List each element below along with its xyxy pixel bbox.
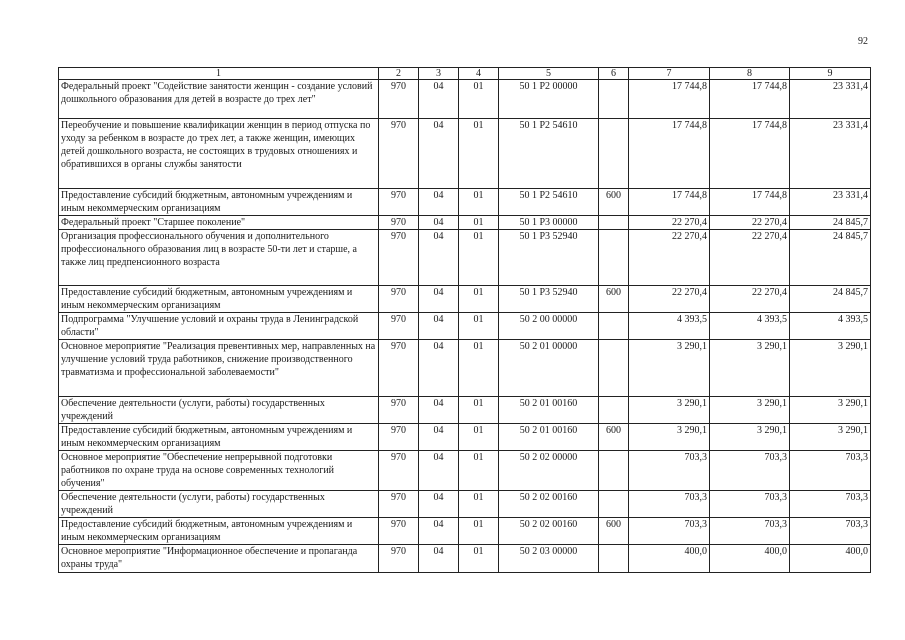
row-section-cell: 04	[419, 230, 459, 286]
row-amount-2-cell: 17 744,8	[710, 119, 790, 189]
row-amount-3-cell: 703,3	[790, 491, 871, 518]
row-grbs-cell: 970	[379, 545, 419, 573]
row-section-cell: 04	[419, 518, 459, 545]
row-amount-2-cell: 17 744,8	[710, 189, 790, 216]
row-grbs-cell: 970	[379, 80, 419, 119]
row-grbs-cell: 970	[379, 216, 419, 230]
row-expense-type-cell	[599, 119, 629, 189]
row-amount-2-cell: 17 744,8	[710, 80, 790, 119]
row-section-cell: 04	[419, 545, 459, 573]
row-amount-3-cell: 400,0	[790, 545, 871, 573]
row-target-article-cell: 50 1 P2 54610	[499, 189, 599, 216]
row-amount-2-cell: 703,3	[710, 451, 790, 491]
table-row	[59, 424, 871, 451]
row-target-article-cell: 50 2 02 00160	[499, 491, 599, 518]
row-name-cell: Основное мероприятие "Информационное обеспечение и пропаганда охраны труда"	[59, 545, 379, 573]
row-expense-type-cell: 600	[599, 189, 629, 216]
table-row	[59, 340, 871, 397]
row-section-cell: 04	[419, 189, 459, 216]
row-amount-2-cell: 22 270,4	[710, 216, 790, 230]
row-grbs-cell: 970	[379, 397, 419, 424]
row-amount-2-cell: 400,0	[710, 545, 790, 573]
row-subsection-cell: 01	[459, 397, 499, 424]
row-grbs-cell: 970	[379, 286, 419, 313]
row-subsection-cell: 01	[459, 340, 499, 397]
row-amount-2-cell: 703,3	[710, 491, 790, 518]
table-row	[59, 80, 871, 119]
row-amount-2-cell: 22 270,4	[710, 286, 790, 313]
table-row	[59, 230, 871, 286]
row-name-cell: Федеральный проект "Содействие занятости женщин - создание условий дошкольного образования для детей в возрасте до трех лет"	[59, 80, 379, 119]
column-header: 2	[379, 68, 419, 80]
row-name-cell: Подпрограмма "Улучшение условий и охраны труда в Ленинградской области"	[59, 313, 379, 340]
row-amount-3-cell: 23 331,4	[790, 119, 871, 189]
row-name-cell: Предоставление субсидий бюджетным, автономным учреждениям и иным некоммерческим организациям	[59, 518, 379, 545]
row-name-cell: Предоставление субсидий бюджетным, автономным учреждениям и иным некоммерческим организациям	[59, 424, 379, 451]
row-amount-2-cell: 22 270,4	[710, 230, 790, 286]
row-grbs-cell: 970	[379, 518, 419, 545]
row-section-cell: 04	[419, 340, 459, 397]
row-amount-1-cell: 3 290,1	[629, 397, 710, 424]
row-amount-1-cell: 703,3	[629, 451, 710, 491]
row-target-article-cell: 50 2 01 00160	[499, 424, 599, 451]
row-target-article-cell: 50 1 P2 00000	[499, 80, 599, 119]
table-row	[59, 397, 871, 424]
row-section-cell: 04	[419, 216, 459, 230]
row-amount-3-cell: 24 845,7	[790, 216, 871, 230]
row-expense-type-cell: 600	[599, 518, 629, 545]
row-amount-1-cell: 22 270,4	[629, 216, 710, 230]
row-name-cell: Основное мероприятие "Обеспечение непрерывной подготовки работников по охране труда на основе современных технологий обучения"	[59, 451, 379, 491]
row-grbs-cell: 970	[379, 230, 419, 286]
row-target-article-cell: 50 2 02 00000	[499, 451, 599, 491]
row-amount-3-cell: 23 331,4	[790, 80, 871, 119]
row-section-cell: 04	[419, 491, 459, 518]
row-amount-3-cell: 3 290,1	[790, 340, 871, 397]
table-row	[59, 313, 871, 340]
row-subsection-cell: 01	[459, 189, 499, 216]
table-row	[59, 451, 871, 491]
page-number: 92	[858, 36, 868, 47]
row-grbs-cell: 970	[379, 491, 419, 518]
row-subsection-cell: 01	[459, 424, 499, 451]
row-target-article-cell: 50 2 03 00000	[499, 545, 599, 573]
row-target-article-cell: 50 2 01 00000	[499, 340, 599, 397]
row-subsection-cell: 01	[459, 230, 499, 286]
row-grbs-cell: 970	[379, 119, 419, 189]
row-amount-3-cell: 3 290,1	[790, 397, 871, 424]
column-header: 5	[499, 68, 599, 80]
row-target-article-cell: 50 2 00 00000	[499, 313, 599, 340]
row-grbs-cell: 970	[379, 424, 419, 451]
row-subsection-cell: 01	[459, 518, 499, 545]
table-row	[59, 545, 871, 573]
row-expense-type-cell	[599, 230, 629, 286]
row-section-cell: 04	[419, 80, 459, 119]
row-section-cell: 04	[419, 397, 459, 424]
row-subsection-cell: 01	[459, 451, 499, 491]
row-subsection-cell: 01	[459, 313, 499, 340]
column-header: 4	[459, 68, 499, 80]
row-amount-3-cell: 24 845,7	[790, 286, 871, 313]
row-subsection-cell: 01	[459, 119, 499, 189]
row-amount-1-cell: 22 270,4	[629, 230, 710, 286]
row-name-cell: Федеральный проект "Старшее поколение"	[59, 216, 379, 230]
row-target-article-cell: 50 2 02 00160	[499, 518, 599, 545]
row-subsection-cell: 01	[459, 491, 499, 518]
column-header: 3	[419, 68, 459, 80]
row-grbs-cell: 970	[379, 340, 419, 397]
row-amount-1-cell: 3 290,1	[629, 424, 710, 451]
table-row	[59, 518, 871, 545]
row-name-cell: Обеспечение деятельности (услуги, работы) государственных учреждений	[59, 397, 379, 424]
row-amount-1-cell: 17 744,8	[629, 80, 710, 119]
row-amount-3-cell: 703,3	[790, 451, 871, 491]
row-name-cell: Предоставление субсидий бюджетным, автономным учреждениям и иным некоммерческим организациям	[59, 286, 379, 313]
row-expense-type-cell	[599, 313, 629, 340]
row-target-article-cell: 50 2 01 00160	[499, 397, 599, 424]
row-subsection-cell: 01	[459, 545, 499, 573]
budget-table	[58, 67, 871, 573]
row-target-article-cell: 50 1 P3 52940	[499, 286, 599, 313]
header-row	[59, 68, 871, 80]
row-target-article-cell: 50 1 P3 52940	[499, 230, 599, 286]
table-row	[59, 286, 871, 313]
row-expense-type-cell	[599, 216, 629, 230]
row-expense-type-cell	[599, 80, 629, 119]
row-amount-2-cell: 3 290,1	[710, 424, 790, 451]
table-row	[59, 119, 871, 189]
row-expense-type-cell	[599, 397, 629, 424]
row-subsection-cell: 01	[459, 286, 499, 313]
row-expense-type-cell	[599, 545, 629, 573]
row-grbs-cell: 970	[379, 313, 419, 340]
row-amount-3-cell: 23 331,4	[790, 189, 871, 216]
row-subsection-cell: 01	[459, 216, 499, 230]
row-target-article-cell: 50 1 P2 54610	[499, 119, 599, 189]
column-header: 7	[629, 68, 710, 80]
row-amount-2-cell: 3 290,1	[710, 397, 790, 424]
row-expense-type-cell: 600	[599, 424, 629, 451]
row-name-cell: Основное мероприятие "Реализация превентивных мер, направленных на улучшение условий труда работников, снижение производственного травматизма и профессиональной заболеваемости"	[59, 340, 379, 397]
row-amount-1-cell: 4 393,5	[629, 313, 710, 340]
column-header: 6	[599, 68, 629, 80]
row-section-cell: 04	[419, 313, 459, 340]
row-expense-type-cell	[599, 451, 629, 491]
row-name-cell: Организация профессионального обучения и дополнительного профессионального образования лиц в возрасте 50-ти лет и старше, а также лиц предпенсионного возраста	[59, 230, 379, 286]
row-amount-2-cell: 3 290,1	[710, 340, 790, 397]
row-amount-3-cell: 24 845,7	[790, 230, 871, 286]
row-amount-1-cell: 400,0	[629, 545, 710, 573]
row-amount-1-cell: 17 744,8	[629, 189, 710, 216]
row-grbs-cell: 970	[379, 189, 419, 216]
row-amount-3-cell: 703,3	[790, 518, 871, 545]
row-name-cell: Переобучение и повышение квалификации женщин в период отпуска по уходу за ребенком в возрасте до трех лет, а также женщин, имеющих детей дошкольного возраста, не состоящих в трудовых отношениях и обратившихся в органы службы занятости	[59, 119, 379, 189]
row-name-cell: Обеспечение деятельности (услуги, работы) государственных учреждений	[59, 491, 379, 518]
table-row	[59, 189, 871, 216]
column-header: 8	[710, 68, 790, 80]
row-name-cell: Предоставление субсидий бюджетным, автономным учреждениям и иным некоммерческим организациям	[59, 189, 379, 216]
row-amount-2-cell: 4 393,5	[710, 313, 790, 340]
row-amount-1-cell: 17 744,8	[629, 119, 710, 189]
row-grbs-cell: 970	[379, 451, 419, 491]
row-expense-type-cell	[599, 491, 629, 518]
row-expense-type-cell	[599, 340, 629, 397]
column-header: 1	[59, 68, 379, 80]
row-section-cell: 04	[419, 424, 459, 451]
row-amount-1-cell: 703,3	[629, 491, 710, 518]
row-expense-type-cell: 600	[599, 286, 629, 313]
row-amount-1-cell: 3 290,1	[629, 340, 710, 397]
row-amount-1-cell: 703,3	[629, 518, 710, 545]
table-row	[59, 491, 871, 518]
row-section-cell: 04	[419, 119, 459, 189]
row-subsection-cell: 01	[459, 80, 499, 119]
column-header: 9	[790, 68, 871, 80]
row-amount-3-cell: 4 393,5	[790, 313, 871, 340]
row-target-article-cell: 50 1 P3 00000	[499, 216, 599, 230]
row-amount-1-cell: 22 270,4	[629, 286, 710, 313]
row-amount-2-cell: 703,3	[710, 518, 790, 545]
row-amount-3-cell: 3 290,1	[790, 424, 871, 451]
row-section-cell: 04	[419, 286, 459, 313]
table-row	[59, 216, 871, 230]
row-section-cell: 04	[419, 451, 459, 491]
